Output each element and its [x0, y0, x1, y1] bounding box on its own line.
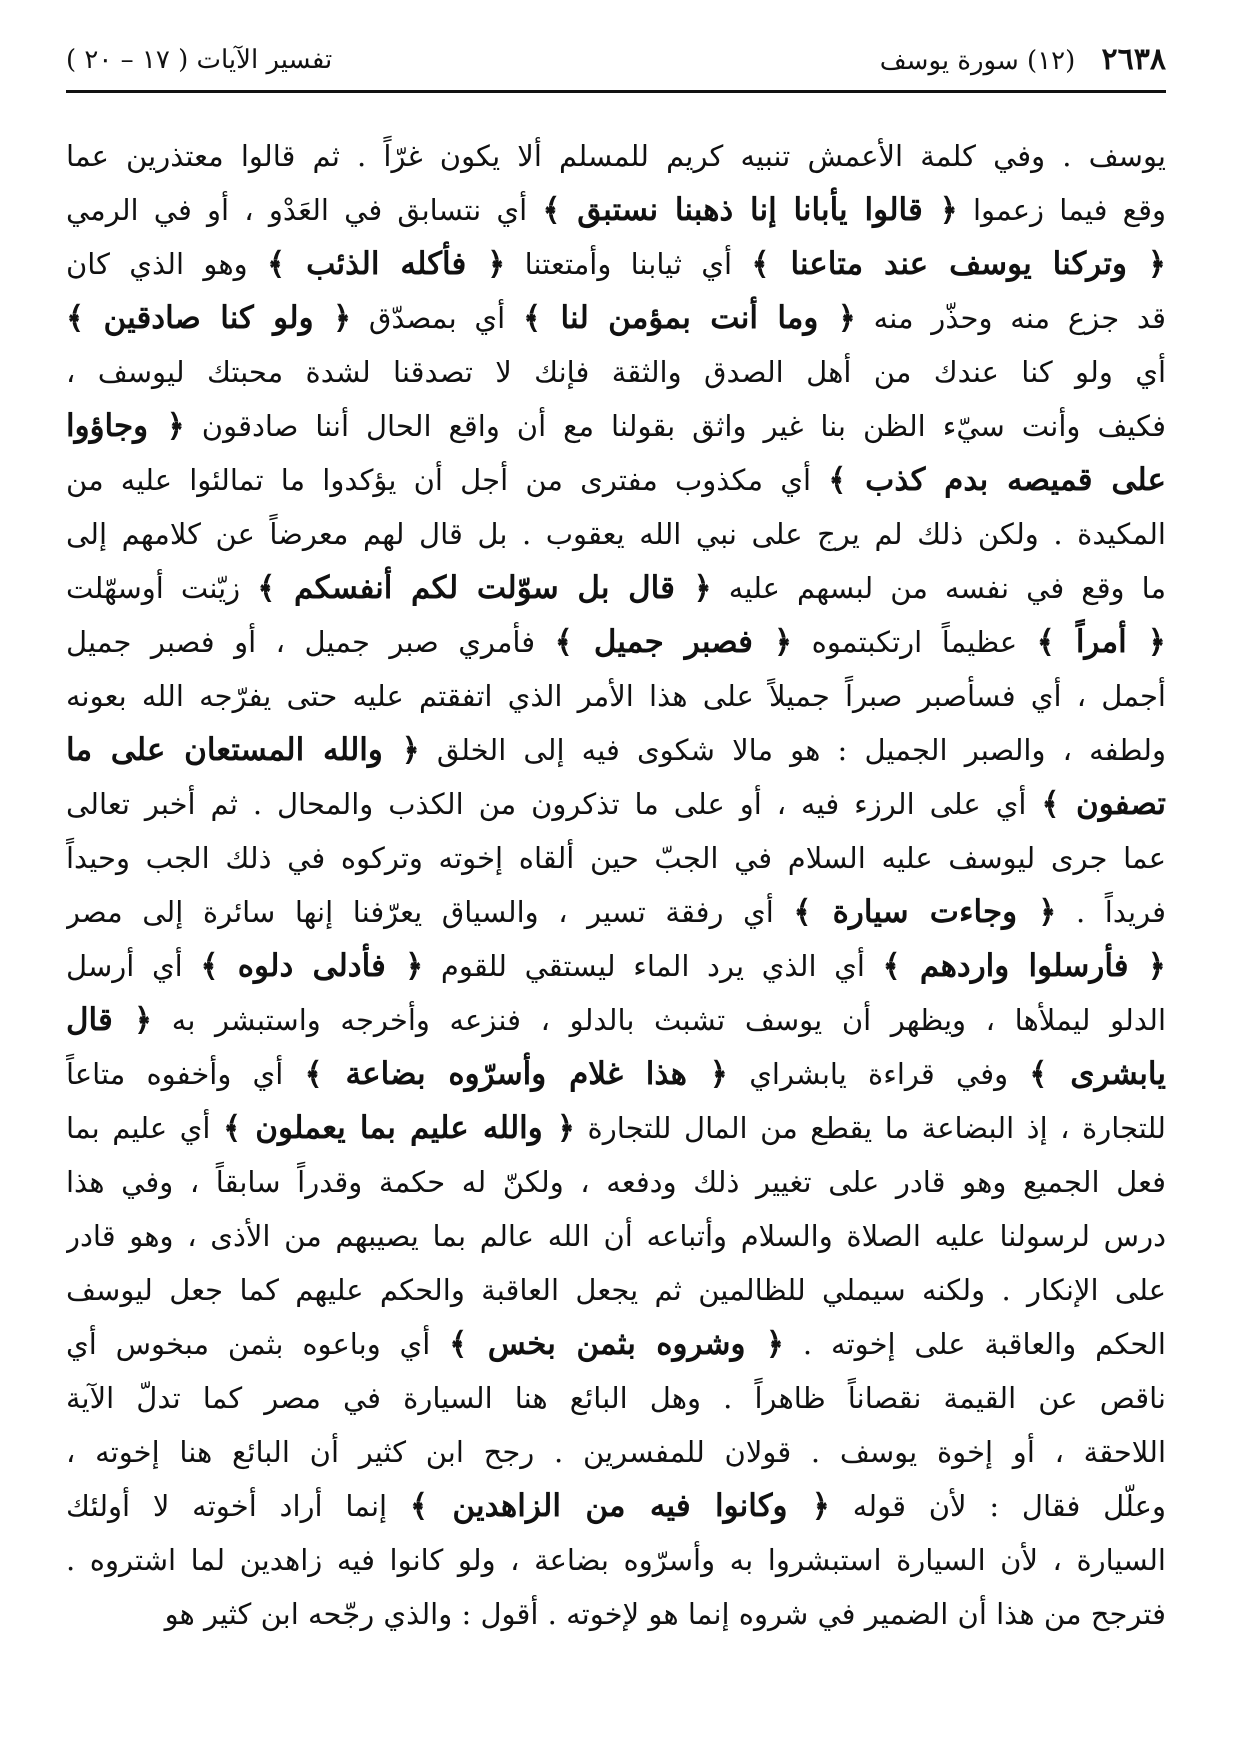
text-line [66, 1155, 1166, 1209]
commentary-text: ناقص عن القيمة نقصاناً ظاهراً . وهل البائع هنا السيارة في مصر كما تدلّ الآية [66, 1381, 1166, 1415]
quran-verse: ﴿ وجاؤوا [66, 408, 185, 444]
commentary-text: وهو الذي كان [66, 247, 268, 281]
text-line [66, 993, 1166, 1047]
commentary-text: أي ثيابنا وأمتعتنا [505, 247, 752, 281]
text-line [66, 723, 1166, 777]
text-line [66, 1263, 1166, 1317]
text-line [66, 129, 1166, 183]
quran-verse: ﴿ فأرسلوا واردهم ﴾ [882, 948, 1166, 984]
text-line [66, 561, 1166, 615]
body-text [66, 129, 1166, 1641]
text-line [66, 291, 1166, 345]
commentary-text: ما وقع في نفسه من لبسهم عليه [711, 571, 1166, 605]
text-line [66, 183, 1166, 237]
commentary-text: إنما أراد أخوته لا أولئك [66, 1489, 410, 1523]
quran-verse: ﴿ فصبر جميل ﴾ [554, 624, 793, 660]
commentary-text: فترجح من هذا أن الضمير في شروه إنما هو لإخوته . أقول : والذي رجّحه ابن كثير هو [164, 1597, 1166, 1631]
commentary-text: المكيدة . ولكن ذلك لم يرج على نبي الله يعقوب . بل قال لهم معرضاً عن كلامهم إلى [66, 517, 1166, 551]
quran-verse: تصفون ﴾ [1041, 786, 1166, 822]
commentary-text: درس لرسولنا عليه الصلاة والسلام وأتباعه أن الله عالم بما يصيبهم من الأذى ، وهو قادر [66, 1219, 1166, 1253]
commentary-text: فعل الجميع وهو قادر على تغيير ذلك ودفعه ، ولكنّ له حكمة وقدراً سابقاً ، وفي هذا [66, 1165, 1166, 1199]
commentary-text: وفي قراءة يابشراي [727, 1057, 1030, 1091]
page-number: ٢٦٣٨ [1101, 42, 1166, 77]
commentary-text: الحكم والعاقبة على إخوته . [784, 1327, 1166, 1361]
commentary-text: أي نتسابق في العَدْو ، أو في الرمي [66, 193, 543, 227]
text-line [66, 1047, 1166, 1101]
quran-verse: ﴿ ولو كنا صادقين ﴾ [66, 300, 352, 336]
verses-label: تفسير الآيات ( ١٧ – ٢٠ ) [66, 45, 333, 75]
commentary-text: فريداً . [1056, 895, 1166, 929]
commentary-text: ولطفه ، والصبر الجميل : هو مالا شكوى فيه إلى الخلق [419, 733, 1166, 767]
commentary-text: قد جزع منه وحذّر منه [855, 301, 1166, 335]
commentary-text: عظيماً ارتكبتموه [792, 625, 1037, 659]
running-header [66, 30, 1166, 93]
text-line [66, 669, 1166, 723]
commentary-text: وعلّل فقال : لأن قوله [829, 1489, 1166, 1523]
commentary-text: وقع فيما زعموا [957, 193, 1166, 227]
commentary-text: أي رفقة تسير ، والسياق يعرّفنا إنها سائرة إلى مصر [66, 895, 794, 929]
quran-verse: ﴿ والله عليم بما يعملون ﴾ [222, 1110, 576, 1146]
quran-verse: ﴿ وتركنا يوسف عند متاعنا ﴾ [751, 246, 1166, 282]
quran-verse: ﴿ أمراً ﴾ [1036, 624, 1166, 660]
text-line [66, 885, 1166, 939]
header-right [880, 30, 1166, 91]
text-line [66, 1317, 1166, 1371]
commentary-text: أي عليم بما [66, 1111, 223, 1145]
commentary-text: أي ولو كنا عندك من أهل الصدق والثقة فإنك لا تصدقنا لشدة محبتك ليوسف ، [66, 355, 1166, 389]
text-line [66, 777, 1166, 831]
text-line [66, 507, 1166, 561]
commentary-text: أي الذي يرد الماء ليستقي للقوم [423, 949, 883, 983]
commentary-text: السيارة ، لأن السيارة استبشروا به وأسرّوه بضاعة ، ولو كانوا فيه زاهدين لما اشتروه . [66, 1543, 1166, 1577]
commentary-text: فكيف وأنت سيّء الظن بنا غير واثق بقولنا مع أن واقع الحال أننا صادقون [184, 409, 1166, 443]
text-line [66, 1425, 1166, 1479]
text-line [66, 399, 1166, 453]
commentary-text: الدلو ليملأها ، ويظهر أن يوسف تشبث بالدلو ، فنزعه وأخرجه واستبشر به [152, 1003, 1166, 1037]
quran-verse: ﴿ هذا غلام وأسرّوه بضاعة ﴾ [304, 1056, 728, 1092]
commentary-text: للتجارة ، إذ البضاعة ما يقطع من المال للتجارة [575, 1111, 1166, 1145]
text-line [66, 831, 1166, 885]
commentary-text: عما جرى ليوسف عليه السلام في الجبّ حين ألقاه إخوته وتركوه في ذلك الجب وحيداً [66, 841, 1166, 875]
text-line [66, 345, 1166, 399]
commentary-text: أي وباعوه بثمن مبخوس أي [66, 1327, 450, 1361]
text-line [66, 237, 1166, 291]
text-line [66, 615, 1166, 669]
text-line [66, 1371, 1166, 1425]
text-line [66, 1479, 1166, 1533]
text-line [66, 1533, 1166, 1587]
text-line [66, 1587, 1166, 1641]
quran-verse: ﴿ وكانوا فيه من الزاهدين ﴾ [409, 1488, 830, 1524]
quran-verse: ﴿ فأدلى دلوه ﴾ [200, 948, 424, 984]
quran-verse: ﴿ فأكله الذئب ﴾ [267, 246, 506, 282]
text-line [66, 453, 1166, 507]
surah-label: (١٢) سورة يوسف [879, 46, 1076, 76]
commentary-text: أي مكذوب مفترى من أجل أن يؤكدوا ما تمالئوا عليه من [66, 463, 829, 497]
text-line [66, 1101, 1166, 1155]
commentary-text: يوسف . وفي كلمة الأعمش تنبيه كريم للمسلم ألا يكون غرّاً . ثم قالوا معتذرين عما [66, 139, 1166, 173]
commentary-text: أي على الرزء فيه ، أو على ما تذكرون من الكذب والمحال . ثم أخبر تعالى [66, 787, 1042, 821]
quran-verse: ﴿ وما أنت بمؤمن لنا ﴾ [523, 300, 856, 336]
commentary-text: على الإنكار . ولكنه سيملي للظالمين ثم يجعل العاقبة والحكم عليهم كما جعل ليوسف [66, 1273, 1166, 1307]
text-line [66, 1209, 1166, 1263]
quran-verse: ﴿ والله المستعان على ما [66, 732, 420, 768]
quran-verse: ﴿ وشروه بثمن بخس ﴾ [449, 1326, 785, 1362]
commentary-text: أي بمصدّق [351, 301, 523, 335]
quran-verse: ﴿ قال بل سوّلت لكم أنفسكم ﴾ [257, 570, 712, 606]
commentary-text: زيّنت أوسهّلت [66, 571, 258, 605]
commentary-text: فأمري صبر جميل ، أو فصبر جميل [66, 625, 555, 659]
commentary-text: أي أرسل [66, 949, 201, 983]
book-page [66, 30, 1166, 1730]
commentary-text: اللاحقة ، أو إخوة يوسف . قولان للمفسرين . رجح ابن كثير أن البائع هنا إخوته ، [66, 1435, 1166, 1469]
commentary-text: أجمل ، أي فسأصبر صبراً جميلاً على هذا الأمر الذي اتفقتم عليه حتى يفرّجه الله بعونه [66, 679, 1166, 713]
text-line [66, 939, 1166, 993]
commentary-text: أي وأخفوه متاعاً [66, 1057, 305, 1091]
quran-verse: على قميصه بدم كذب ﴾ [828, 462, 1166, 498]
quran-verse: ﴿ قالوا يأبانا إنا ذهبنا نستبق ﴾ [542, 192, 958, 228]
quran-verse: ﴿ وجاءت سيارة ﴾ [793, 894, 1057, 930]
quran-verse: يابشرى ﴾ [1029, 1056, 1166, 1092]
quran-verse: ﴿ قال [66, 1002, 153, 1038]
